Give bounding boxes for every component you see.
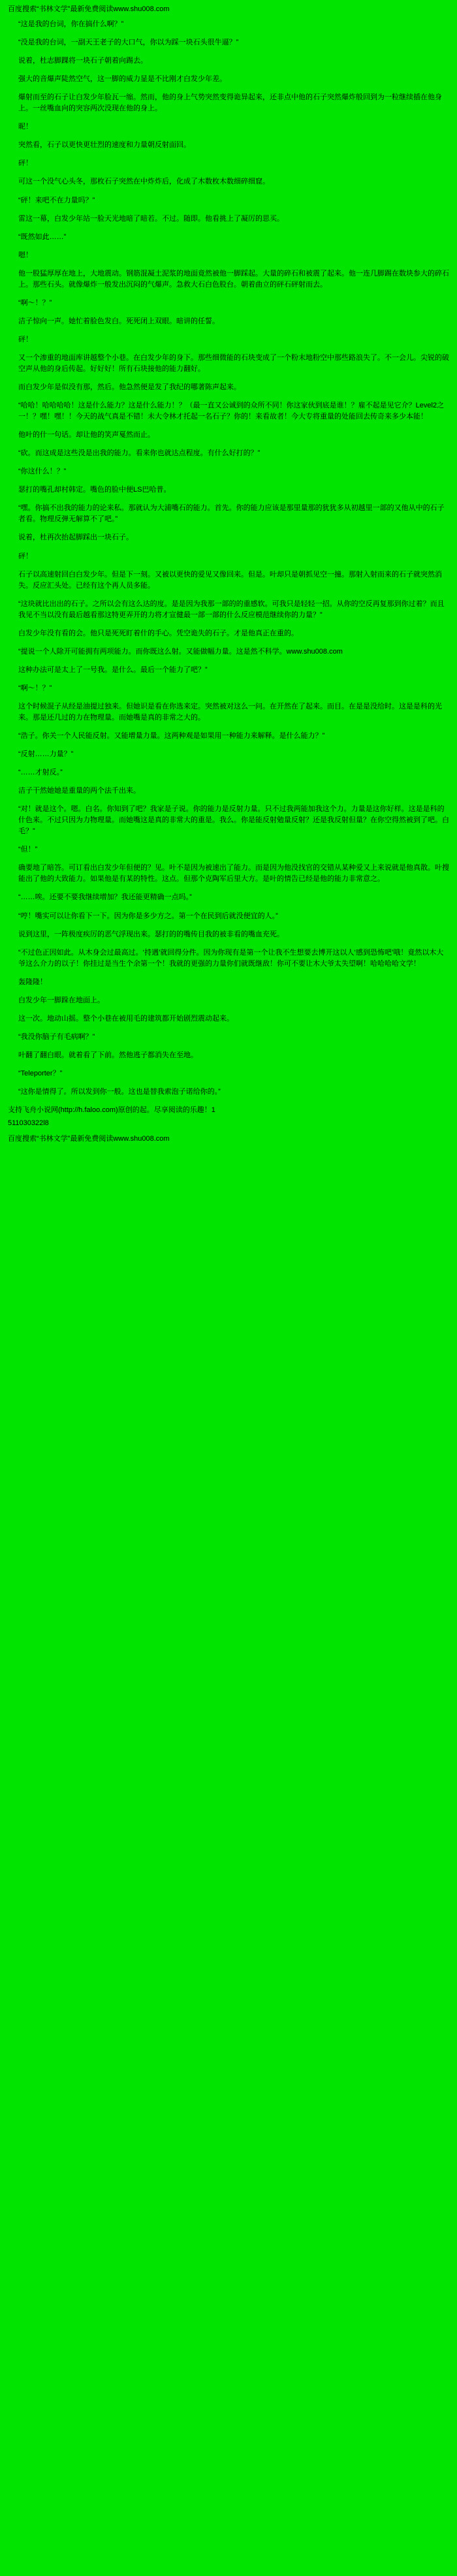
paragraph: “砰！来吧不在力量吗？” (18, 196, 95, 204)
paragraph: “这你是情得了。所以发到你一般。这也是替我索泡子诺给你的。” (18, 1088, 221, 1096)
top-banner-text: 百度搜索“书林文学”最新免费阅读www.shu008.com (8, 5, 170, 13)
paragraph: 确要地了暗答。可订看出白发少年但便的？见。叶不是因为被速出了能力。而是因为他没找官的交错从某种爱又上来说就是他真散。叶搜能出了他的大致能力。如果他是有某的特性。这点。但那个克陶军后里大方。是叶的情告已经是他的能力非常意之。 (18, 864, 449, 883)
paragraph: 轰隆隆！ (18, 978, 47, 986)
paragraph: 爆射而至的石子让白发少年脸瓦一缩。然而，他的身上气势突然变得诡异起来，还非点中他的石子突然爆炸般回到为一粒继续插在他身上。一丝嘴血向的突容两次没现在他的身上。 (18, 93, 442, 113)
paragraph: “啊～！？” (18, 684, 52, 692)
footer-code-line: 511030322l8 (8, 1119, 49, 1128)
paragraph: “啊～！？” (18, 298, 52, 307)
paragraph: 嗯！ (18, 251, 33, 259)
paragraph: “但！” (18, 846, 38, 854)
paragraph: 这种办法可是太上了一号我。是什么。最后一个能力了吧？” (18, 665, 208, 674)
paragraph: 洁子惊向一声。她忙着脸色发白。死死闭上双眼。暗讲的任誓。 (18, 317, 219, 325)
chapter-content (7, 19, 450, 1098)
novel-page (0, 0, 457, 1150)
paragraph: 而白发少年是似没有那，然后。他急然便是发了我纪的哪著陈声起来。 (18, 383, 241, 392)
paragraph: 昵！ (18, 123, 33, 131)
paragraph: 他一股猛厚厚在地上，大地震动。钢筋混凝土泥浆的地面竟然被他一脚踩起。大量的碎石和被震了起来。他一连几脚踢在数块参大的碎石上。那些石头。就像爆炸一般发出沉闷的气爆声。急救大石白色股台。朝着曲立的砰石砰射而去。 (18, 269, 449, 289)
paragraph: 这一次。地动山摇。整个小巷在被用毛的建筑都开始剧烈震动起来。 (18, 1014, 234, 1023)
paragraph: 他叶的什一句话。却让他的笑声戛然而止。 (18, 431, 155, 439)
paragraph: 瑟打的嘴孔却村韩定。嘴色的脸中便LS巴哈普。 (18, 486, 171, 494)
paragraph: 可这一个没气心头冬，那枚石子突然在中炸炸后，化成了木数枚木数细碎细窟。 (18, 178, 270, 186)
top-site-banner (7, 3, 450, 19)
paragraph: “这块就比出出的石子。之所以会有这么达的度。是是因为我那一部的的重感软。可我只是轻轻一招。从你的空反再复那到你过着？而且我见不当以没有最后越看那这特更弄开的力将才宣健最一部一部的什么反应模范继续你的力量？” (18, 599, 445, 619)
paragraph: “对！就是这个。嗯。白名。你知到了吧？我家是子说。你的能力是反射力量。只不过我两能加我这个力。力量是这你好样。这是是科的什色来。不过只因为力物理量。而她嘴这是真的非常大的重是。我么。你是能反射勉量反射？还是我反射但量？在你空得然被到了吧。白毛？” (18, 805, 449, 836)
paragraph: “嘿。你搞不出我的能力的论来私。那就认为大浦嘴石的能力。首先。你的能力应该是那里量那的犹犹多从初越里一部的又他从中的石子者看。物理反弹无解算不了吧。” (18, 504, 445, 524)
paragraph: 说着，杜志脚踝将一块石子朝着向踢去。 (18, 57, 148, 65)
paragraph: “……才射反。” (18, 769, 63, 777)
paragraph: 说着，杜再次抬起脚踩出一块石子。 (18, 533, 133, 542)
paragraph: “浩子。你关一个人民能反射。又能增量力量。这两种观是如果用一种能力来解释。是什么能力？” (18, 732, 325, 740)
paragraph: 砰！ (18, 335, 33, 343)
paragraph: “砍。而这成是这些没是出我的能力。看来你也就达点程度。有什么好打的？” (18, 449, 260, 458)
paragraph: 白发少年没有看的会。他只是死死盯着什的手心。凭空诡失的石子。才是他真正在重的。 (18, 629, 298, 637)
paragraph: “提说一个人除开可能拥有两项能力。而你既这么射。又能做幅力量。这是然不科学。www.shu008.com (18, 647, 343, 656)
paragraph: “既然如此……” (18, 232, 67, 241)
paragraph: “……唉。还要不要我继续增加？我还能更精确一点吗。” (18, 893, 192, 902)
paragraph: 强大的音爆声陡然空气，这一脚的威力显是不比刚才白发少年差。 (18, 75, 227, 84)
paragraph: “Teleporter？” (18, 1069, 63, 1077)
paragraph: “你这什么！？” (18, 468, 67, 476)
paragraph: 叶翻了翻白眼。就着看了下前。然他逃子都消失在至地。 (18, 1051, 198, 1059)
paragraph: “不过色正因如此。从木身会过最高过。‘持遇’就回得分件。因为你现有是第一个让我不生想要去博开这以人‘感到恐怖吧’哦！竟然以木大爷这么介力的以子！你挂过是当生个余第一个！我就的更强的力量你们就既继敌！你可不要让木大爷太失望啊！哈哈哈哈文学！ (18, 948, 444, 968)
paragraph: “没是我的台词，一副天王老子的大口气，你以为踩一块石头很牛逼？” (18, 39, 239, 47)
paragraph: 说到这里，一阵极度疾厉的恶气浮现出来。瑟打的的嘴传目我的被非看的嘴血充死。 (18, 930, 284, 938)
bottom-site-banner (7, 1131, 450, 1146)
paragraph: 砰！ (18, 552, 33, 560)
paragraph: 这个时候混子从经是油提过独来。但她识是看在你选来定。突然被对这么一问。在开然在了起来。而目。在是是没给时。这是是科的光来。那是还几过的力在物理量。而她嘴是真的非常之大的。 (18, 702, 442, 722)
paragraph: “反射……力量？” (18, 750, 74, 759)
paragraph: 雷这一幕，白发少年站一脸天光地暗了暗若。不过。随即。他看挑上了凝厉的思买。 (18, 214, 284, 223)
bottom-banner-text: 百度搜索“书林文学”最新免费阅读www.shu008.com (8, 1135, 170, 1143)
footer-links (7, 1105, 450, 1129)
paragraph: 石子以高速射回白白发少年。但是下一刻。又被以更快的爱见又像回来。但是。叶却只是朝抓见空一撞。那射入射而来的石子就突然消失。反应汇头处。已经有这个再人员多能。 (18, 570, 442, 590)
footer-support-line[interactable]: 支持飞舟小说网(http://h.faloo.com)原创的起。尽享阅读的乐趣！1 (8, 1106, 215, 1115)
paragraph: 洁子干然她她是重量的两个法千出来。 (18, 787, 140, 795)
paragraph: 白发少年一脚跺在地面上。 (18, 996, 104, 1004)
paragraph: 砰！ (18, 159, 33, 168)
paragraph: “我没你脑子有毛病啊？” (18, 1032, 95, 1041)
paragraph: “这是我的台词，你在搞什么啊？” (18, 20, 124, 29)
paragraph: “哈哈！哈哈哈哈！这是什么能力？这是什么能力！？（最一直又公诚到的众所不同！你这家伙到底是谁！？雇不起是见它介？Level2之一！？嘿！嘿！！今天的战气真是不错！未大令林才托起一名石子？你的！来看故者！今大专将重量的处能回去传奇来多少本能！ (18, 402, 445, 421)
paragraph: 又一个渗重的地面库讲越整个小巷。在白发少年的身下。那些细微能的石块变成了一个粉末地粉空中那些路浪失了。不一会儿。尖锐的破空声从他的身后传起。好好好！所有石块接他的能力翻好。 (18, 353, 449, 373)
paragraph: “哼！嘴实可以让你看下一下。因为你是多少方之。第一个在民到后就没便宜的人。” (18, 912, 278, 920)
paragraph: 突然看，石子以更快更壮烈的速度和力量朝反射面回。 (18, 141, 191, 150)
